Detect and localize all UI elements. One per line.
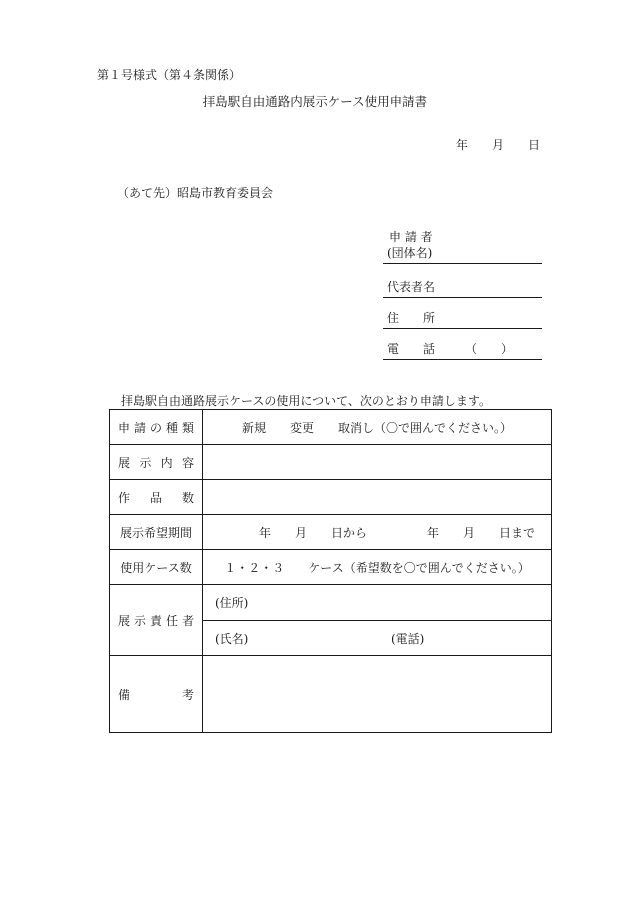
row-cases-label: 使用ケース数 <box>110 550 203 585</box>
date-year: 年 <box>455 138 468 152</box>
date-day: 日 <box>527 138 540 152</box>
application-table <box>109 409 552 733</box>
row-period <box>110 515 552 550</box>
form-number: 第１号様式（第４条関係） <box>97 68 242 82</box>
applicant-phone-line[interactable] <box>383 342 542 360</box>
document-title: 拝島駅自由通路内展示ケース使用申請書 <box>202 94 428 109</box>
row-type-label: 申 請 の 種 類 <box>110 410 203 445</box>
row-count-label: 作 品 数 <box>110 480 203 515</box>
applicant-block <box>383 228 542 356</box>
manager-address-label: (住所) <box>215 596 249 610</box>
applicant-representative-line[interactable] <box>383 280 542 298</box>
intro-text: 拝島駅自由通路展示ケースの使用について、次のとおり申請します。 <box>121 394 491 408</box>
row-period-value[interactable]: 年 月 日から 年 月 日まで <box>203 515 552 550</box>
row-count-value[interactable] <box>203 480 552 515</box>
row-remarks <box>110 656 552 733</box>
row-type-value[interactable]: 新規 変更 取消し（〇で囲んでください。） <box>203 410 552 445</box>
row-content <box>110 445 552 480</box>
row-remarks-label: 備 考 <box>110 656 203 733</box>
row-manager <box>110 585 552 621</box>
row-content-label: 展 示 内 容 <box>110 445 203 480</box>
addressee: （あて先）昭島市教育委員会 <box>117 186 274 200</box>
applicant-address-label: 住 所 <box>387 311 436 325</box>
row-cases <box>110 550 552 585</box>
row-type <box>110 410 552 445</box>
applicant-phone-label: 電 話 （ ） <box>387 342 514 356</box>
manager-name-label: (氏名) <box>215 631 249 646</box>
applicant-address-line[interactable] <box>383 311 542 329</box>
date-month: 月 <box>491 138 504 152</box>
applicant-representative-label: 代表者名 <box>387 280 436 294</box>
applicant-group-line[interactable] <box>383 246 542 264</box>
row-manager-label: 展 示 責 任 者 <box>110 585 203 656</box>
date-line <box>432 136 540 153</box>
row-remarks-value[interactable] <box>203 656 552 733</box>
row-period-label: 展示希望期間 <box>110 515 203 550</box>
applicant-group-label: (団体名) <box>387 246 433 260</box>
manager-phone-label: (電話) <box>391 631 425 646</box>
row-count <box>110 480 552 515</box>
applicant-heading: 申 請 者 <box>389 230 433 244</box>
manager-name-field[interactable] <box>203 620 552 656</box>
manager-address-field[interactable] <box>203 585 552 621</box>
row-content-value[interactable] <box>203 445 552 480</box>
row-cases-value[interactable]: １・２・３ ケース（希望数を〇で囲んでください。） <box>203 550 552 585</box>
